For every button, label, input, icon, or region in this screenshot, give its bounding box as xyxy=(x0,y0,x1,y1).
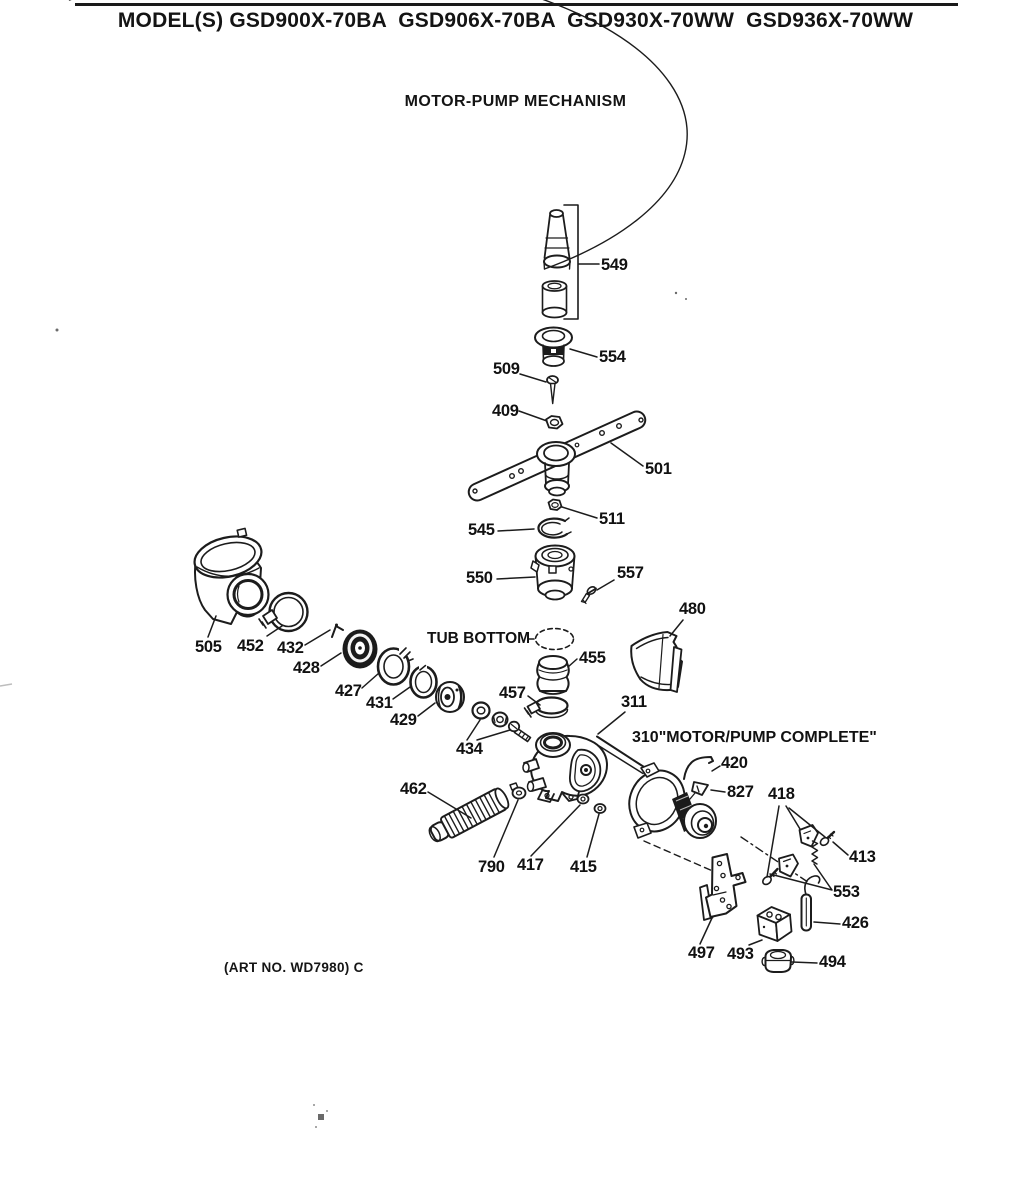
part-311-pump-housing xyxy=(523,733,607,802)
motor-pump-complete-callout: 310"MOTOR/PUMP COMPLETE" xyxy=(632,729,877,746)
part-label-427: 427 xyxy=(335,682,362,700)
part-label-428: 428 xyxy=(293,659,320,677)
part-label-420: 420 xyxy=(721,754,748,772)
part-457-clamp xyxy=(525,698,568,718)
scan-specks xyxy=(0,292,687,1128)
part-494-grommet xyxy=(762,950,794,972)
part-420-wire xyxy=(684,757,713,779)
part-549-wash-tower xyxy=(70,0,688,319)
part-label-417: 417 xyxy=(517,856,544,874)
part-493-box xyxy=(758,907,792,941)
part-505-volute xyxy=(189,526,268,624)
part-418-cluster xyxy=(761,825,818,886)
part-label-501: 501 xyxy=(645,460,672,478)
part-417-nut xyxy=(578,795,589,804)
part-label-434: 434 xyxy=(456,740,483,758)
part-label-494: 494 xyxy=(819,953,846,971)
part-label-549: 549 xyxy=(601,256,628,274)
part-label-557: 557 xyxy=(617,564,644,582)
part-label-554: 554 xyxy=(599,348,626,366)
part-label-426: 426 xyxy=(842,914,869,932)
part-790-clamp xyxy=(510,783,526,799)
part-415-nut xyxy=(595,804,606,813)
part-480-shield xyxy=(631,632,682,692)
part-label-457: 457 xyxy=(499,684,526,702)
part-label-493: 493 xyxy=(727,945,754,963)
part-label-497: 497 xyxy=(688,944,715,962)
part-label-511: 511 xyxy=(599,510,625,528)
part-label-429: 429 xyxy=(390,711,417,729)
part-509-screw xyxy=(547,376,558,404)
part-label-409: 409 xyxy=(492,402,519,420)
part-label-311: 311 xyxy=(621,693,647,711)
tub-bottom-callout: TUB BOTTOM xyxy=(427,630,531,647)
part-label-415: 415 xyxy=(570,858,597,876)
part-label-431: 431 xyxy=(366,694,393,712)
part-label-790: 790 xyxy=(478,858,505,876)
part-label-553: 553 xyxy=(833,883,860,901)
part-label-462: 462 xyxy=(400,780,427,798)
part-554-hub xyxy=(535,328,572,367)
part-label-432: 432 xyxy=(277,639,304,657)
part-455-coupling xyxy=(537,656,569,694)
part-431-ring xyxy=(411,665,437,698)
part-434-fasteners xyxy=(473,703,531,742)
part-432-pin xyxy=(332,624,343,638)
part-label-480: 480 xyxy=(679,600,706,618)
part-428-seal xyxy=(343,630,378,669)
part-557-clip xyxy=(582,585,598,603)
part-497-bracket xyxy=(700,854,746,920)
models-heading: MODEL(S) GSD900X-70BA GSD906X-70BA GSD930X-70WW GSD936X-70WW xyxy=(117,9,914,32)
part-310-motor xyxy=(620,762,716,841)
part-427-ring xyxy=(378,647,413,685)
part-550-inlet xyxy=(531,546,575,600)
part-label-413: 413 xyxy=(849,848,876,866)
part-label-550: 550 xyxy=(466,569,493,587)
diagram-title: MOTOR-PUMP MECHANISM xyxy=(404,93,627,110)
part-label-455: 455 xyxy=(579,649,606,667)
part-409-nut xyxy=(546,416,563,429)
part-label-827: 827 xyxy=(727,783,754,801)
part-429-hub xyxy=(436,682,464,712)
part-label-452: 452 xyxy=(237,637,264,655)
part-label-505: 505 xyxy=(195,638,222,656)
part-label-418: 418 xyxy=(768,785,795,803)
tub-bottom-opening xyxy=(536,629,574,650)
part-511-nut xyxy=(549,500,562,511)
part-545-seal-ring xyxy=(538,518,571,538)
art-number: (ART NO. WD7980) C xyxy=(224,960,364,975)
part-label-545: 545 xyxy=(468,521,495,539)
part-label-509: 509 xyxy=(493,360,520,378)
